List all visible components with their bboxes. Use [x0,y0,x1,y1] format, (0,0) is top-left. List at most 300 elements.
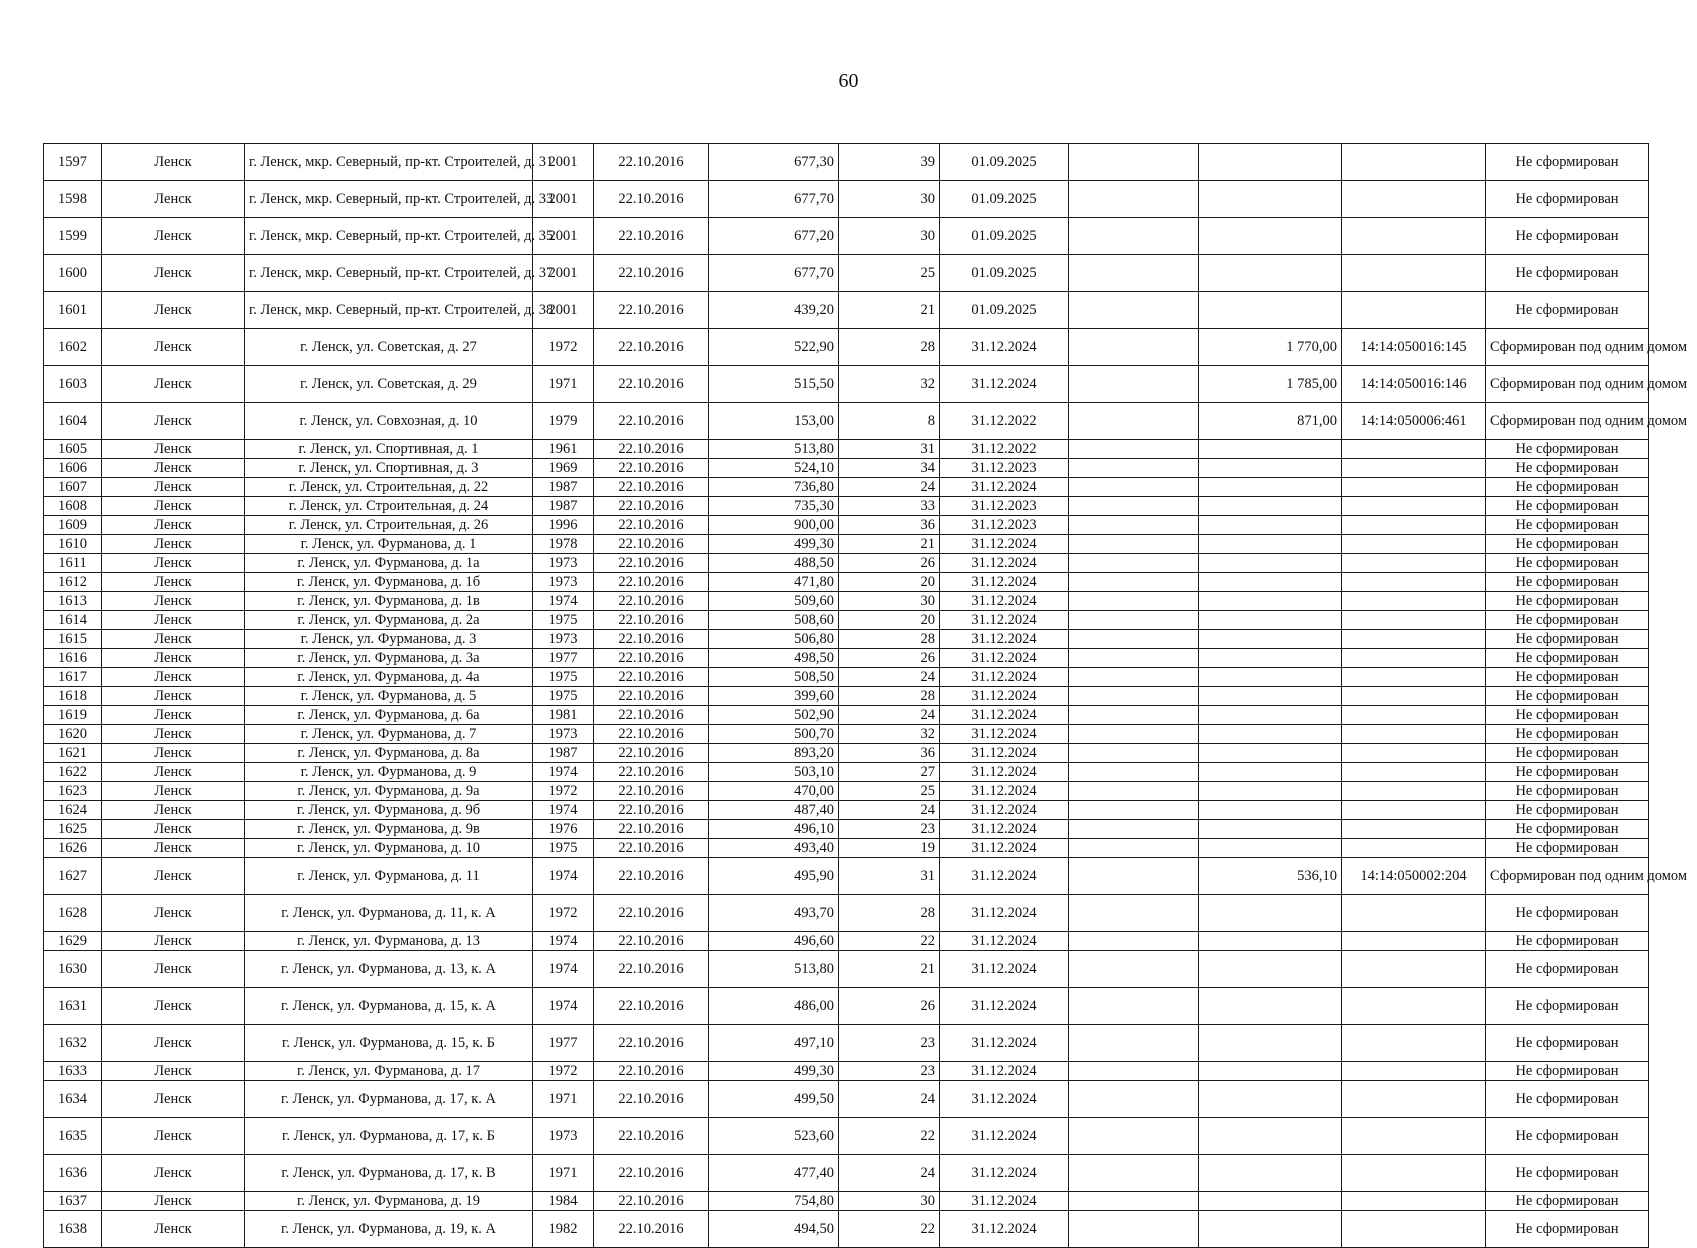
cell-record-number: 1624 [44,801,102,820]
cell-empty-column [1069,1025,1199,1062]
cell-inclusion-date: 22.10.2016 [594,1062,709,1081]
cell-inclusion-date: 22.10.2016 [594,329,709,366]
cell-area: 754,80 [709,1192,839,1211]
cell-year-built: 1975 [533,668,594,687]
cell-cadastral-number [1342,1025,1486,1062]
cell-year-built: 1975 [533,611,594,630]
cell-year-built: 1981 [533,706,594,725]
cell-apartments-count: 19 [839,839,940,858]
cell-deadline-date: 01.09.2025 [940,144,1069,181]
cell-record-number: 1602 [44,329,102,366]
cell-deadline-date: 31.12.2024 [940,1118,1069,1155]
cell-cadastral-number [1342,573,1486,592]
cell-area: 153,00 [709,403,839,440]
cell-empty-column [1069,516,1199,535]
cell-settlement: Ленск [102,820,245,839]
cell-land-status: Не сформирован [1486,573,1649,592]
table-row [44,1155,1649,1192]
cell-cadastral-number [1342,459,1486,478]
cell-apartments-count: 36 [839,516,940,535]
cell-year-built: 1979 [533,403,594,440]
cell-apartments-count: 28 [839,630,940,649]
cell-inclusion-date: 22.10.2016 [594,839,709,858]
cell-address: г. Ленск, ул. Фурманова, д. 3 [245,630,533,649]
cell-land-status: Не сформирован [1486,932,1649,951]
cell-cadastral-number [1342,801,1486,820]
cell-year-built: 1974 [533,932,594,951]
cell-apartments-count: 28 [839,895,940,932]
cell-land-area [1199,144,1342,181]
cell-settlement: Ленск [102,839,245,858]
table-row [44,497,1649,516]
cell-empty-column [1069,1155,1199,1192]
cell-cadastral-number [1342,592,1486,611]
cell-apartments-count: 23 [839,1025,940,1062]
cell-settlement: Ленск [102,744,245,763]
cell-area: 499,50 [709,1081,839,1118]
cell-deadline-date: 31.12.2024 [940,592,1069,611]
cell-settlement: Ленск [102,329,245,366]
cell-record-number: 1598 [44,181,102,218]
cell-empty-column [1069,535,1199,554]
cell-year-built: 1972 [533,329,594,366]
cell-settlement: Ленск [102,706,245,725]
cell-year-built: 1969 [533,459,594,478]
cell-address: г. Ленск, ул. Фурманова, д. 9 [245,763,533,782]
cell-cadastral-number [1342,611,1486,630]
cell-land-area [1199,218,1342,255]
table-row [44,932,1649,951]
cell-settlement: Ленск [102,858,245,895]
cell-land-area [1199,478,1342,497]
cell-land-area [1199,763,1342,782]
cell-apartments-count: 24 [839,478,940,497]
cell-empty-column [1069,820,1199,839]
cell-inclusion-date: 22.10.2016 [594,706,709,725]
cell-apartments-count: 21 [839,535,940,554]
cell-year-built: 1974 [533,763,594,782]
cell-apartments-count: 24 [839,706,940,725]
cell-year-built: 1971 [533,1081,594,1118]
cell-apartments-count: 20 [839,611,940,630]
cell-record-number: 1636 [44,1155,102,1192]
cell-address: г. Ленск, ул. Советская, д. 27 [245,329,533,366]
cell-cadastral-number [1342,1155,1486,1192]
cell-area: 493,70 [709,895,839,932]
cell-address: г. Ленск, ул. Фурманова, д. 8а [245,744,533,763]
cell-apartments-count: 31 [839,858,940,895]
cell-settlement: Ленск [102,255,245,292]
cell-record-number: 1611 [44,554,102,573]
cell-settlement: Ленск [102,1155,245,1192]
cell-inclusion-date: 22.10.2016 [594,592,709,611]
cell-apartments-count: 30 [839,218,940,255]
cell-empty-column [1069,839,1199,858]
cell-deadline-date: 31.12.2024 [940,649,1069,668]
cell-settlement: Ленск [102,1025,245,1062]
cell-area: 502,90 [709,706,839,725]
table-row [44,744,1649,763]
table-row [44,630,1649,649]
cell-address: г. Ленск, ул. Фурманова, д. 2а [245,611,533,630]
cell-year-built: 1987 [533,497,594,516]
cell-inclusion-date: 22.10.2016 [594,649,709,668]
cell-deadline-date: 31.12.2024 [940,1211,1069,1248]
housing-registry-table [43,143,1688,1248]
cell-land-status: Не сформирован [1486,801,1649,820]
cell-land-area [1199,801,1342,820]
cell-year-built: 1973 [533,554,594,573]
cell-cadastral-number [1342,839,1486,858]
cell-empty-column [1069,144,1199,181]
cell-land-status: Не сформирован [1486,497,1649,516]
cell-cadastral-number: 14:14:050016:145 [1342,329,1486,366]
cell-settlement: Ленск [102,630,245,649]
cell-cadastral-number [1342,440,1486,459]
cell-apartments-count: 36 [839,744,940,763]
table-row [44,573,1649,592]
cell-apartments-count: 32 [839,366,940,403]
cell-inclusion-date: 22.10.2016 [594,1118,709,1155]
cell-year-built: 1975 [533,687,594,706]
cell-address: г. Ленск, ул. Фурманова, д. 15, к. Б [245,1025,533,1062]
table-row [44,988,1649,1025]
cell-land-area [1199,820,1342,839]
cell-apartments-count: 21 [839,292,940,329]
cell-inclusion-date: 22.10.2016 [594,801,709,820]
cell-year-built: 1973 [533,573,594,592]
table-row [44,801,1649,820]
table-row [44,668,1649,687]
cell-cadastral-number [1342,181,1486,218]
cell-land-status: Не сформирован [1486,895,1649,932]
cell-deadline-date: 31.12.2024 [940,763,1069,782]
cell-settlement: Ленск [102,1211,245,1248]
cell-apartments-count: 33 [839,497,940,516]
table-row [44,1081,1649,1118]
table-row [44,706,1649,725]
cell-inclusion-date: 22.10.2016 [594,1025,709,1062]
cell-year-built: 1976 [533,820,594,839]
table-row [44,687,1649,706]
cell-land-area [1199,1062,1342,1081]
cell-land-status: Не сформирован [1486,1155,1649,1192]
cell-apartments-count: 23 [839,1062,940,1081]
cell-area: 500,70 [709,725,839,744]
cell-deadline-date: 31.12.2024 [940,801,1069,820]
table-row [44,895,1649,932]
cell-settlement: Ленск [102,611,245,630]
cell-record-number: 1618 [44,687,102,706]
cell-apartments-count: 28 [839,687,940,706]
cell-cadastral-number [1342,782,1486,801]
cell-cadastral-number [1342,763,1486,782]
cell-year-built: 2001 [533,292,594,329]
cell-land-status: Не сформирован [1486,988,1649,1025]
cell-land-status: Не сформирован [1486,744,1649,763]
cell-record-number: 1631 [44,988,102,1025]
cell-area: 523,60 [709,1118,839,1155]
cell-area: 439,20 [709,292,839,329]
cell-settlement: Ленск [102,763,245,782]
cell-apartments-count: 22 [839,932,940,951]
cell-cadastral-number [1342,820,1486,839]
cell-land-status: Не сформирован [1486,440,1649,459]
cell-deadline-date: 31.12.2024 [940,839,1069,858]
cell-settlement: Ленск [102,181,245,218]
cell-year-built: 1987 [533,478,594,497]
cell-year-built: 1987 [533,744,594,763]
cell-settlement: Ленск [102,403,245,440]
cell-settlement: Ленск [102,951,245,988]
cell-inclusion-date: 22.10.2016 [594,497,709,516]
cell-land-area [1199,1081,1342,1118]
table-row [44,478,1649,497]
table-row [44,1118,1649,1155]
table-row [44,611,1649,630]
cell-land-area: 536,10 [1199,858,1342,895]
table-row [44,858,1649,895]
cell-address: г. Ленск, мкр. Северный, пр-кт. Строителей, д. 31 [245,144,533,181]
cell-address: г. Ленск, ул. Фурманова, д. 10 [245,839,533,858]
cell-land-status: Не сформирован [1486,592,1649,611]
cell-record-number: 1625 [44,820,102,839]
cell-area: 515,50 [709,366,839,403]
cell-record-number: 1635 [44,1118,102,1155]
cell-empty-column [1069,706,1199,725]
table-row [44,403,1649,440]
cell-land-status: Не сформирован [1486,1062,1649,1081]
cell-apartments-count: 26 [839,988,940,1025]
cell-land-status: Не сформирован [1486,181,1649,218]
cell-settlement: Ленск [102,516,245,535]
cell-area: 486,00 [709,988,839,1025]
cell-address: г. Ленск, ул. Фурманова, д. 9б [245,801,533,820]
cell-land-area [1199,687,1342,706]
cell-cadastral-number [1342,744,1486,763]
cell-area: 677,30 [709,144,839,181]
cell-empty-column [1069,932,1199,951]
cell-address: г. Ленск, ул. Фурманова, д. 6а [245,706,533,725]
cell-settlement: Ленск [102,668,245,687]
table-row [44,839,1649,858]
cell-empty-column [1069,573,1199,592]
cell-inclusion-date: 22.10.2016 [594,516,709,535]
cell-area: 677,20 [709,218,839,255]
cell-year-built: 1971 [533,1155,594,1192]
cell-area: 735,30 [709,497,839,516]
cell-empty-column [1069,403,1199,440]
cell-year-built: 1984 [533,1192,594,1211]
cell-record-number: 1615 [44,630,102,649]
cell-deadline-date: 31.12.2024 [940,478,1069,497]
cell-deadline-date: 01.09.2025 [940,181,1069,218]
table-row [44,782,1649,801]
cell-record-number: 1627 [44,858,102,895]
cell-deadline-date: 31.12.2024 [940,611,1069,630]
table-row [44,218,1649,255]
cell-cadastral-number [1342,668,1486,687]
cell-inclusion-date: 22.10.2016 [594,535,709,554]
cell-settlement: Ленск [102,782,245,801]
cell-apartments-count: 34 [839,459,940,478]
cell-apartments-count: 32 [839,725,940,744]
cell-land-status: Не сформирован [1486,1192,1649,1211]
cell-deadline-date: 31.12.2024 [940,782,1069,801]
cell-land-area [1199,516,1342,535]
cell-land-area [1199,554,1342,573]
cell-deadline-date: 31.12.2024 [940,858,1069,895]
cell-settlement: Ленск [102,440,245,459]
cell-cadastral-number [1342,706,1486,725]
cell-land-status: Не сформирован [1486,725,1649,744]
table-row [44,649,1649,668]
cell-empty-column [1069,292,1199,329]
cell-year-built: 1978 [533,535,594,554]
cell-land-area [1199,988,1342,1025]
cell-record-number: 1608 [44,497,102,516]
cell-inclusion-date: 22.10.2016 [594,366,709,403]
cell-record-number: 1599 [44,218,102,255]
cell-area: 508,50 [709,668,839,687]
cell-settlement: Ленск [102,1118,245,1155]
cell-land-status: Не сформирован [1486,255,1649,292]
cell-address: г. Ленск, ул. Совхозная, д. 10 [245,403,533,440]
cell-record-number: 1605 [44,440,102,459]
cell-settlement: Ленск [102,988,245,1025]
cell-inclusion-date: 22.10.2016 [594,687,709,706]
table-row [44,1025,1649,1062]
cell-deadline-date: 31.12.2024 [940,951,1069,988]
cell-record-number: 1614 [44,611,102,630]
cell-cadastral-number [1342,1062,1486,1081]
cell-area: 495,90 [709,858,839,895]
cell-empty-column [1069,329,1199,366]
table-row [44,366,1649,403]
cell-deadline-date: 31.12.2023 [940,459,1069,478]
cell-land-area: 871,00 [1199,403,1342,440]
cell-inclusion-date: 22.10.2016 [594,820,709,839]
cell-address: г. Ленск, ул. Фурманова, д. 3а [245,649,533,668]
cell-inclusion-date: 22.10.2016 [594,1155,709,1192]
cell-record-number: 1626 [44,839,102,858]
cell-inclusion-date: 22.10.2016 [594,858,709,895]
cell-apartments-count: 31 [839,440,940,459]
table-row [44,1211,1649,1248]
cell-deadline-date: 31.12.2024 [940,988,1069,1025]
cell-inclusion-date: 22.10.2016 [594,218,709,255]
cell-land-area [1199,630,1342,649]
cell-address: г. Ленск, ул. Фурманова, д. 17 [245,1062,533,1081]
cell-inclusion-date: 22.10.2016 [594,668,709,687]
cell-area: 677,70 [709,181,839,218]
cell-apartments-count: 27 [839,763,940,782]
cell-area: 399,60 [709,687,839,706]
cell-settlement: Ленск [102,535,245,554]
cell-apartments-count: 30 [839,181,940,218]
cell-deadline-date: 31.12.2022 [940,403,1069,440]
cell-apartments-count: 26 [839,554,940,573]
cell-land-status: Не сформирован [1486,820,1649,839]
cell-land-area [1199,706,1342,725]
cell-settlement: Ленск [102,459,245,478]
cell-year-built: 1996 [533,516,594,535]
cell-year-built: 1973 [533,725,594,744]
cell-record-number: 1632 [44,1025,102,1062]
cell-cadastral-number [1342,1081,1486,1118]
cell-settlement: Ленск [102,218,245,255]
table-row [44,725,1649,744]
cell-settlement: Ленск [102,1192,245,1211]
cell-address: г. Ленск, мкр. Северный, пр-кт. Строителей, д. 38 [245,292,533,329]
cell-record-number: 1637 [44,1192,102,1211]
cell-cadastral-number [1342,1211,1486,1248]
cell-empty-column [1069,858,1199,895]
cell-cadastral-number [1342,218,1486,255]
cell-address: г. Ленск, ул. Строительная, д. 24 [245,497,533,516]
cell-land-status: Не сформирован [1486,144,1649,181]
cell-area: 522,90 [709,329,839,366]
cell-deadline-date: 31.12.2024 [940,725,1069,744]
cell-area: 493,40 [709,839,839,858]
cell-area: 496,10 [709,820,839,839]
cell-deadline-date: 31.12.2024 [940,366,1069,403]
cell-land-status: Не сформирован [1486,218,1649,255]
cell-address: г. Ленск, ул. Фурманова, д. 11 [245,858,533,895]
cell-inclusion-date: 22.10.2016 [594,554,709,573]
cell-empty-column [1069,255,1199,292]
cell-apartments-count: 39 [839,144,940,181]
cell-cadastral-number [1342,951,1486,988]
cell-address: г. Ленск, ул. Фурманова, д. 17, к. В [245,1155,533,1192]
cell-land-area [1199,725,1342,744]
cell-land-area [1199,668,1342,687]
cell-year-built: 1974 [533,592,594,611]
cell-address: г. Ленск, мкр. Северный, пр-кт. Строителей, д. 35 [245,218,533,255]
cell-address: г. Ленск, ул. Строительная, д. 22 [245,478,533,497]
cell-land-status: Не сформирован [1486,668,1649,687]
cell-empty-column [1069,592,1199,611]
cell-settlement: Ленск [102,144,245,181]
cell-record-number: 1609 [44,516,102,535]
cell-inclusion-date: 22.10.2016 [594,744,709,763]
cell-land-area [1199,1025,1342,1062]
cell-address: г. Ленск, ул. Спортивная, д. 3 [245,459,533,478]
cell-area: 736,80 [709,478,839,497]
cell-empty-column [1069,459,1199,478]
cell-record-number: 1622 [44,763,102,782]
cell-empty-column [1069,554,1199,573]
cell-land-area [1199,592,1342,611]
cell-deadline-date: 31.12.2024 [940,630,1069,649]
cell-land-area [1199,1155,1342,1192]
cell-address: г. Ленск, ул. Фурманова, д. 15, к. А [245,988,533,1025]
cell-address: г. Ленск, ул. Фурманова, д. 9а [245,782,533,801]
cell-apartments-count: 30 [839,592,940,611]
cell-land-area [1199,459,1342,478]
cell-apartments-count: 28 [839,329,940,366]
cell-address: г. Ленск, ул. Фурманова, д. 4а [245,668,533,687]
cell-address: г. Ленск, ул. Спортивная, д. 1 [245,440,533,459]
cell-inclusion-date: 22.10.2016 [594,478,709,497]
cell-year-built: 2001 [533,144,594,181]
cell-apartments-count: 24 [839,668,940,687]
cell-empty-column [1069,895,1199,932]
cell-area: 494,50 [709,1211,839,1248]
cell-area: 499,30 [709,1062,839,1081]
cell-empty-column [1069,1081,1199,1118]
cell-empty-column [1069,1192,1199,1211]
